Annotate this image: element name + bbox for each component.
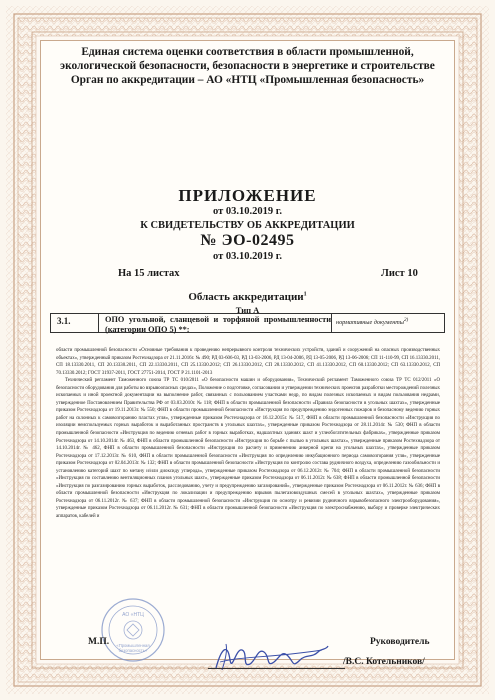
scope-footnote-mark: 1 bbox=[303, 291, 307, 298]
row-docs-mark: 2) bbox=[403, 317, 409, 323]
document-header bbox=[45, 45, 450, 87]
row-docs bbox=[332, 314, 444, 332]
body-paragraph-2: Технический регламент Таможенного союза ТР ТС 010/2011 «О безопасности машин и оборудования», Технический регламент Таможенного союза ТР ТС 012/2011 «О безопасности оборудования для работы во взрывоопасных средах», Положение о подготовке, согласовании и утверждении технических проектов разработки месторождений полезных ископаемых и иной проектной документации на выполнение работ, связанных с пользованием участками недр, по видам полезных ископаемых и видам пользования недрами, утвержденное Постановлением Правительства РФ от 03.03.2010г. № 118; ФНП в области промышленной безопасности «Правила безопасности в угольных шахтах», утвержденные приказом Ростехнадзора от 19.11.2013г. № 550; ФНП в области промышленной безопасности «Инструкция по предупреждению эндогенных пожаров и безопасному ведению горных работ на склонных к самовозгоранию пластах угля», утвержденные приказом Ростехнадзора от 16.12.2015г. № 517, ФНП в области промышленной безопасности «Инструкция по изоляции неиспользуемых горных выработок и выработанных пространств в угольных шахтах», утвержденные приказом Ростехнадзора от 28.11.2014г. № 530; ФНП в области промышленной безопасности «Инструкция по ведению огневых работ в горных выработках, надшахтных зданиях шахт и углеобогатительных фабриках», утвержденные приказом Ростехнадзора от 14.10.2014г. № 463, ФНП в области промышленной безопасности «Инструкция по борьбе с пылью в угольных шахтах», утвержденные приказом Ростехнадзора от 14.10.2014г. № 462, ФНП в области промышленной безопасности «Инструкция по расчету и применению анкерной крепи на угольных шахтах», утвержденные приказом Ростехнадзора от 17.12.2013г. № 610, ФНП в области промышленной безопасности «Инструкция по определению инкубационного периода самовозгорания угля», утвержденные приказом Ростехнадзора от 02.04.2013г. № 132; ФНП в области промышленной безопасности «Инструкция по контролю состава рудничного воздуха, определению газообильности и установлению категорий шахт по метану и/или диоксиду углерода», утвержденные приказом Ростехнадзора от 06.12.2012г. № 704; ФНП в области промышленной безопасности «Инструкция по составлению вентиляционных планов угольных шахт», утвержденные приказом Ростехнадзора от 06.11.2012г. № 638; ФНП в области промышленной безопасности «Инструкция по разгазированию горных выработок, расследованию, учету и предупреждению загазирований», утвержденные приказом Ростехнадзора от 06.11.2012г. № 636; ФНП в области промышленной безопасности «Инструкция по локализации и предупреждению взрывов пылегазовоздушных смесей в угольных шахтах», утвержденные приказом Ростехнадзора от 06.11.2012г. № 637; ФНП в области промышленной безопасности «Инструкция по осмотру и ревизии рудничного взрывобезопасного электрооборудования», утвержденные приказом Ростехнадзора от 06.11.2012г. № 631; ФНП в области промышленной безопасности «Инструкция по электроснабжению, выбору и проверке электрических аппаратов, кабелей и bbox=[56, 378, 440, 520]
header-line-1: Единая система оценки соответствия в области промышленной, bbox=[81, 46, 414, 58]
certificate-date: от 03.10.2019 г. bbox=[213, 251, 282, 262]
signature-line bbox=[208, 668, 345, 669]
sheet-number: Лист 10 bbox=[381, 268, 418, 279]
scope-title bbox=[45, 291, 450, 303]
header-line-2: экологической безопасности, безопасности в энергетике и строительстве bbox=[60, 60, 435, 72]
svg-text:АО «НТЦ: АО «НТЦ bbox=[122, 612, 144, 618]
header-line-3: Орган по аккредитации – АО «НТЦ «Промышленная безопасность» bbox=[70, 74, 425, 86]
svg-text:«Промышленная: «Промышленная bbox=[116, 643, 150, 648]
sheet-count: На 15 листах bbox=[118, 268, 180, 279]
row-number: 3.1. bbox=[51, 314, 99, 332]
body-paragraph-1: области промышленной безопасности «Основные требования к проведению непрерывного контроля технических устройств, зданий и сооружений на опасных производственных объектах», утвержденный приказом Ростехнадзора от 21.11.2016г. № 490; РД 03-606-03, РД 13-03-2006, РД 13-04-2006, РД 13-05-2006, РД 13-06-2006; СП 11-110-99, СП 16.13330.2011, СП 18.13330.2011, СП 20.13330.2011, СП 22.13330.2011, СП 25.13330.2012; СП 26.13330.2012, СП 28.13330.2012, СП 41.13330.2012, СП 60.13330.2012; СП 63.13330.2012, СП 70.13330.2012; ГОСТ 31937-2011, ГОСТ 27751-2014, ГОСТ Р 21.1101-2013 bbox=[56, 348, 440, 376]
row-docs-label: нормативные документы bbox=[336, 319, 404, 327]
row-object: ОПО угольной, сланцевой и торфяной промышленности (категории ОПО 5) **: bbox=[99, 314, 332, 332]
body-text bbox=[56, 347, 440, 521]
appendix-title: ПРИЛОЖЕНИЕ bbox=[178, 186, 317, 205]
appendix-date: от 03.10.2019 г. bbox=[213, 206, 282, 217]
svg-text:безопасность»: безопасность» bbox=[118, 648, 148, 653]
seal-place-label: М.П. bbox=[88, 637, 110, 647]
scope-table-row bbox=[50, 313, 445, 333]
scope-type: Тип А bbox=[235, 305, 260, 315]
certificate-caption: К СВИДЕТЕЛЬСТВУ ОБ АККРЕДИТАЦИИ bbox=[140, 220, 355, 231]
signatory-role: Руководитель bbox=[370, 637, 430, 647]
certificate-number: № ЭО-02495 bbox=[200, 232, 295, 249]
seal-stamp bbox=[100, 597, 166, 663]
scope-title-text: Область аккредитации bbox=[188, 291, 304, 303]
signatory-name: /В.С. Котельников/ bbox=[343, 657, 425, 667]
